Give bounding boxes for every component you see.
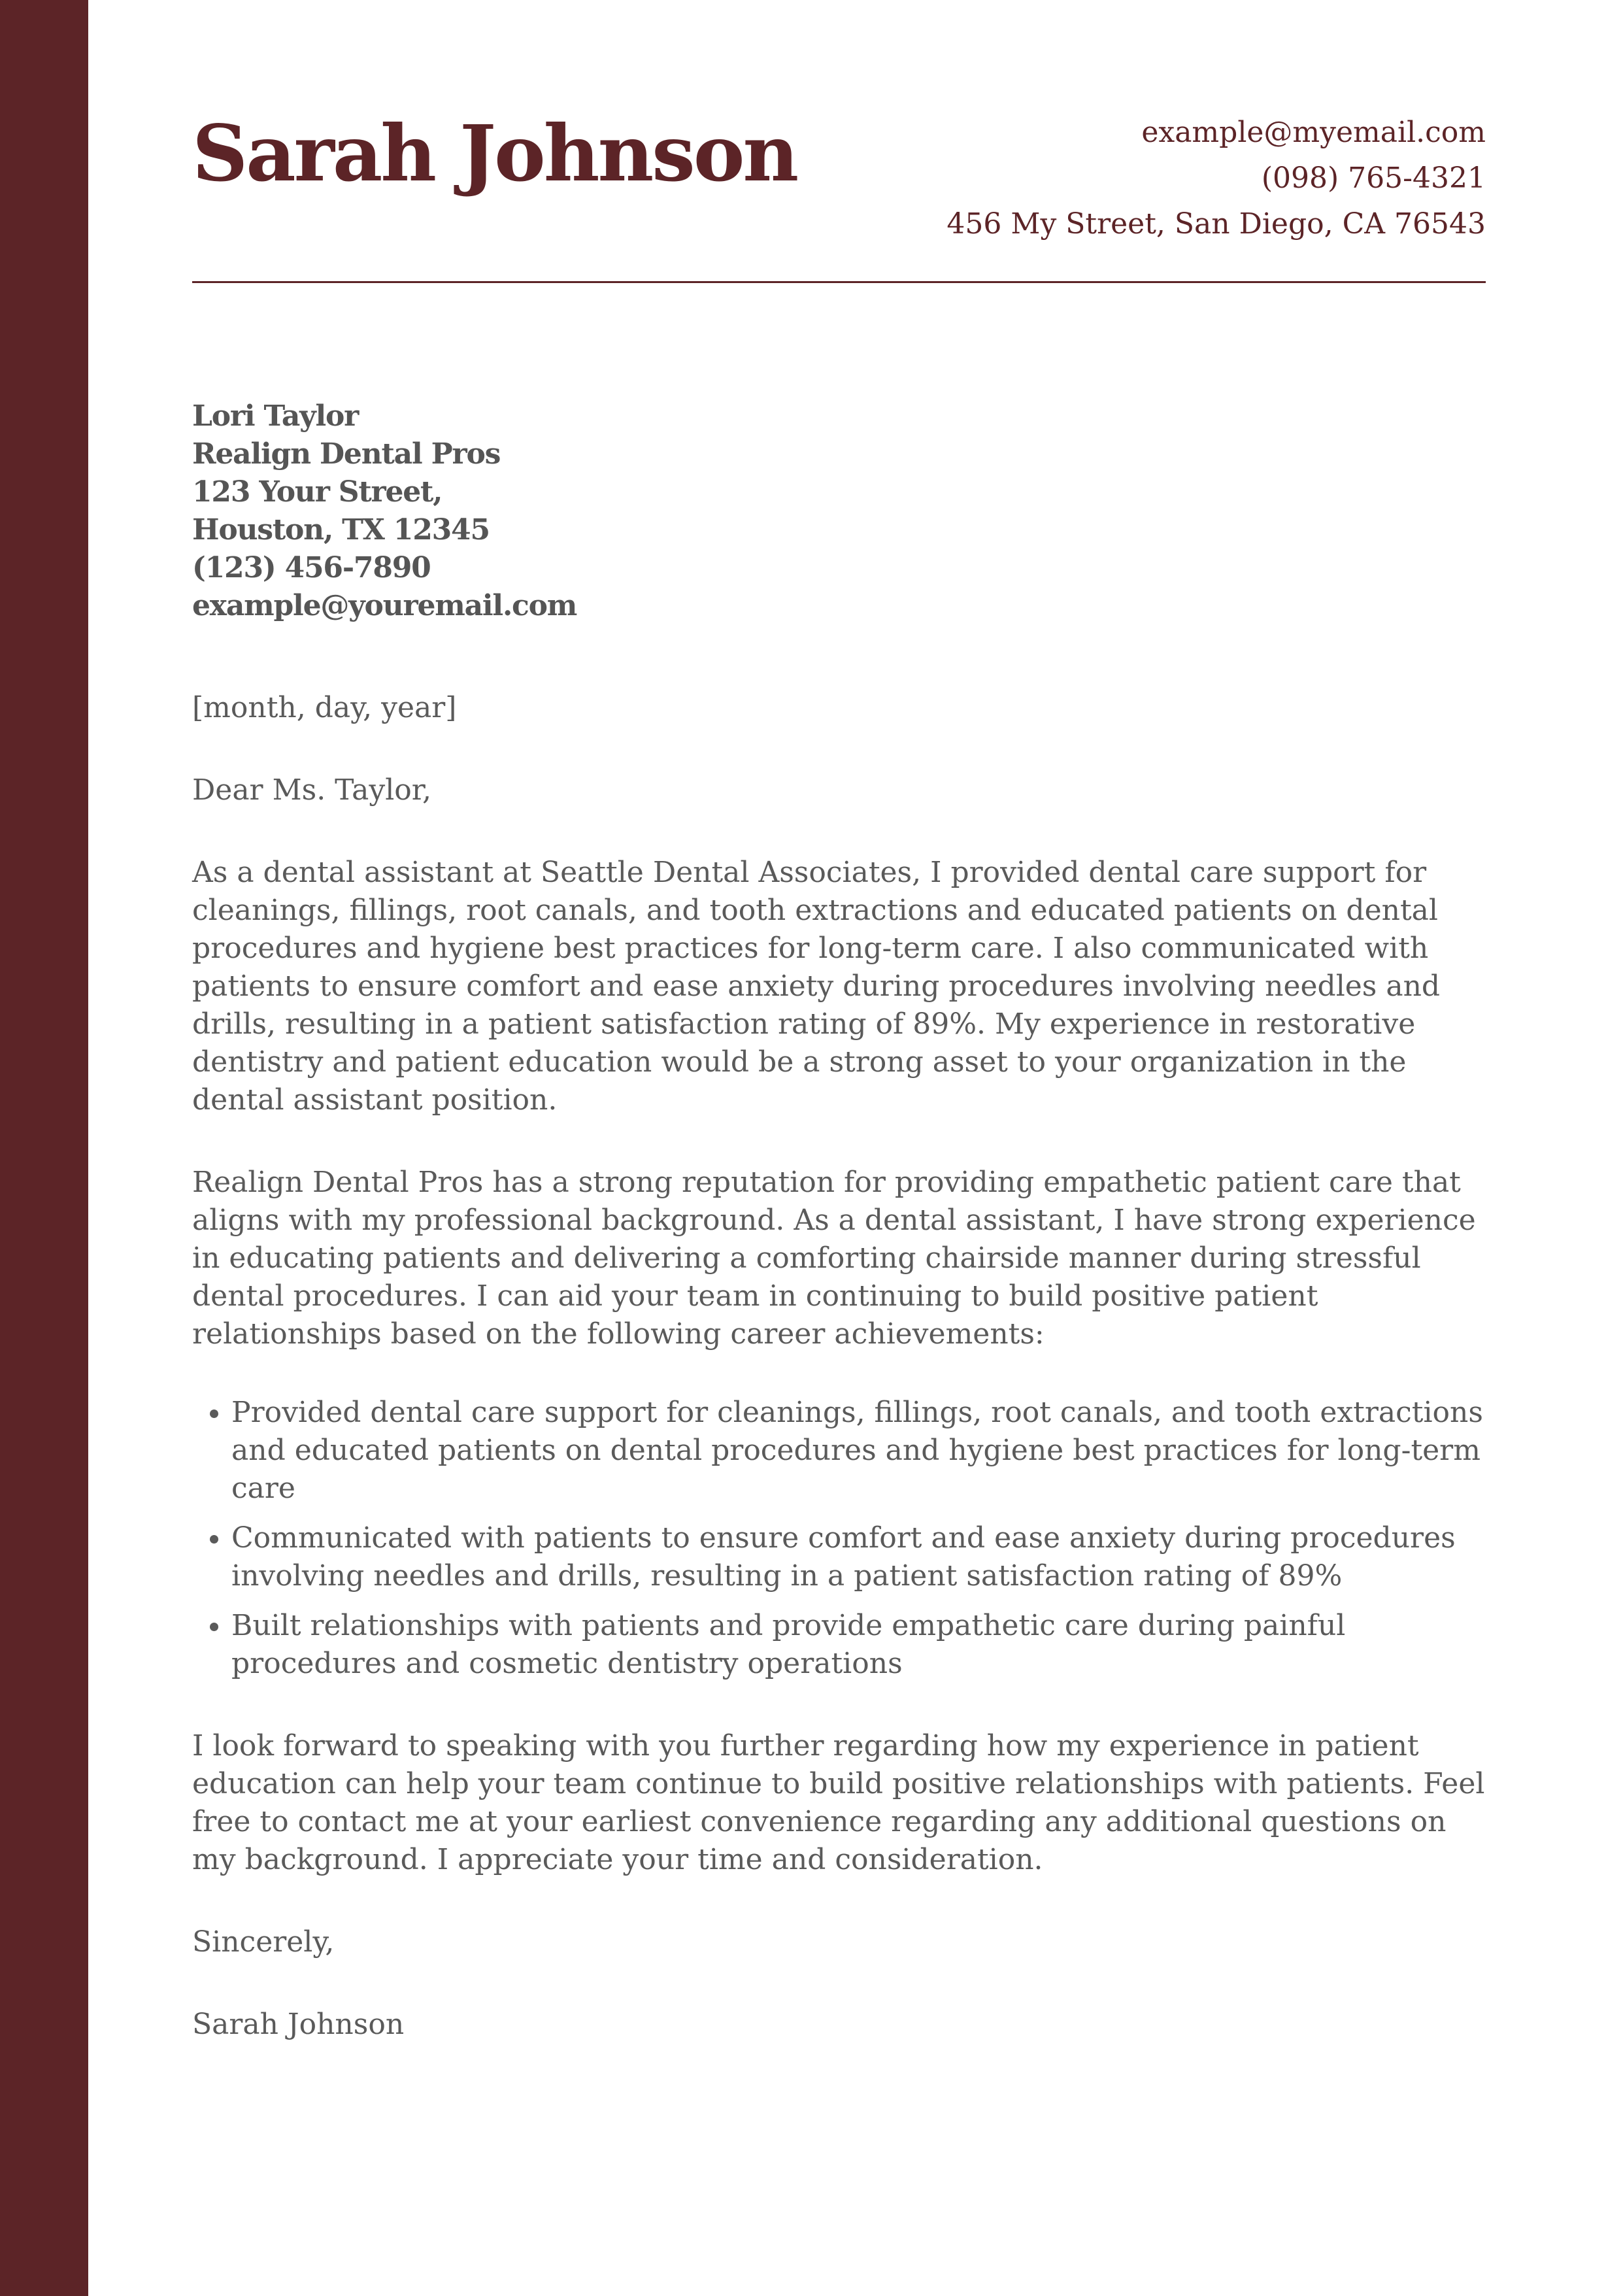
- body-paragraph: As a dental assistant at Seattle Dental Associates, I provided dental care support for cleanings, fillings, root canals, and tooth extractions and educated patients on dental procedures and hygiene best practices for long-term care. I also communicated with patients to ensure comfort and ease anxiety during procedures involving needles and drills, resulting in a patient satisfaction rating of 89%. My experience in restorative dentistry and patient education would be a strong asset to your organization in the dental assistant position.: [192, 856, 1441, 1117]
- recipient-city: Houston, TX 12345: [192, 513, 490, 547]
- body-paragraph: Realign Dental Pros has a strong reputation for providing empathetic patient care that aligns with my professional background. As a dental assistant, I have strong experience in educating patients and delivering a comforting chairside manner during stressful dental procedures. I can aid your team in continuing to build positive patient relationships based on the following career achievements:: [192, 1166, 1476, 1351]
- letter-page: [192, 0, 1486, 2296]
- header-divider: [192, 281, 1486, 283]
- recipient-email[interactable]: example@youremail.com: [192, 589, 577, 622]
- letter-header: [192, 0, 1486, 283]
- recipient-name: Lori Taylor: [192, 399, 359, 433]
- recipient-block: [192, 397, 577, 625]
- recipient-phone[interactable]: (123) 456-7890: [192, 551, 431, 584]
- recipient-company: Realign Dental Pros: [192, 437, 501, 471]
- achievement-item: • Communicated with patients to ensure comfort and ease anxiety during procedures involving needles and drills, resulting in a patient satisfaction rating of 89%: [231, 1519, 1486, 1595]
- sign-off: Sincerely,: [192, 1925, 335, 1959]
- achievement-item: • Built relationships with patients and provide empathetic care during painful procedures and cosmetic dentistry operations: [231, 1607, 1486, 1683]
- letter-date: [month, day, year]: [192, 691, 457, 724]
- achievement-item: • Provided dental care support for cleanings, fillings, root canals, and tooth extractions and educated patients on dental procedures and hygiene best practices for long-term care: [231, 1394, 1486, 1508]
- closing-paragraph: I look forward to speaking with you further regarding how my experience in patient education can help your team continue to build positive relationships with patients. Feel free to contact me at your earliest convenience regarding any additional questions on my background. I appreciate your time and consideration.: [192, 1729, 1485, 1876]
- sender-address: 456 My Street, San Diego, CA 76543: [946, 207, 1486, 241]
- achievements-list: [192, 1394, 1486, 1683]
- sender-email[interactable]: example@myemail.com: [1141, 116, 1486, 149]
- recipient-street: 123 Your Street,: [192, 475, 443, 509]
- signature-name: Sarah Johnson: [192, 2008, 405, 2041]
- letter-salutation: Dear Ms. Taylor,: [192, 773, 431, 807]
- sender-name: Sarah Johnson: [192, 108, 797, 199]
- sidebar-accent-bar: [0, 0, 88, 2296]
- sender-phone[interactable]: (098) 765-4321: [1261, 161, 1486, 195]
- letter-body: [192, 689, 1486, 2088]
- sender-contact: [946, 110, 1486, 247]
